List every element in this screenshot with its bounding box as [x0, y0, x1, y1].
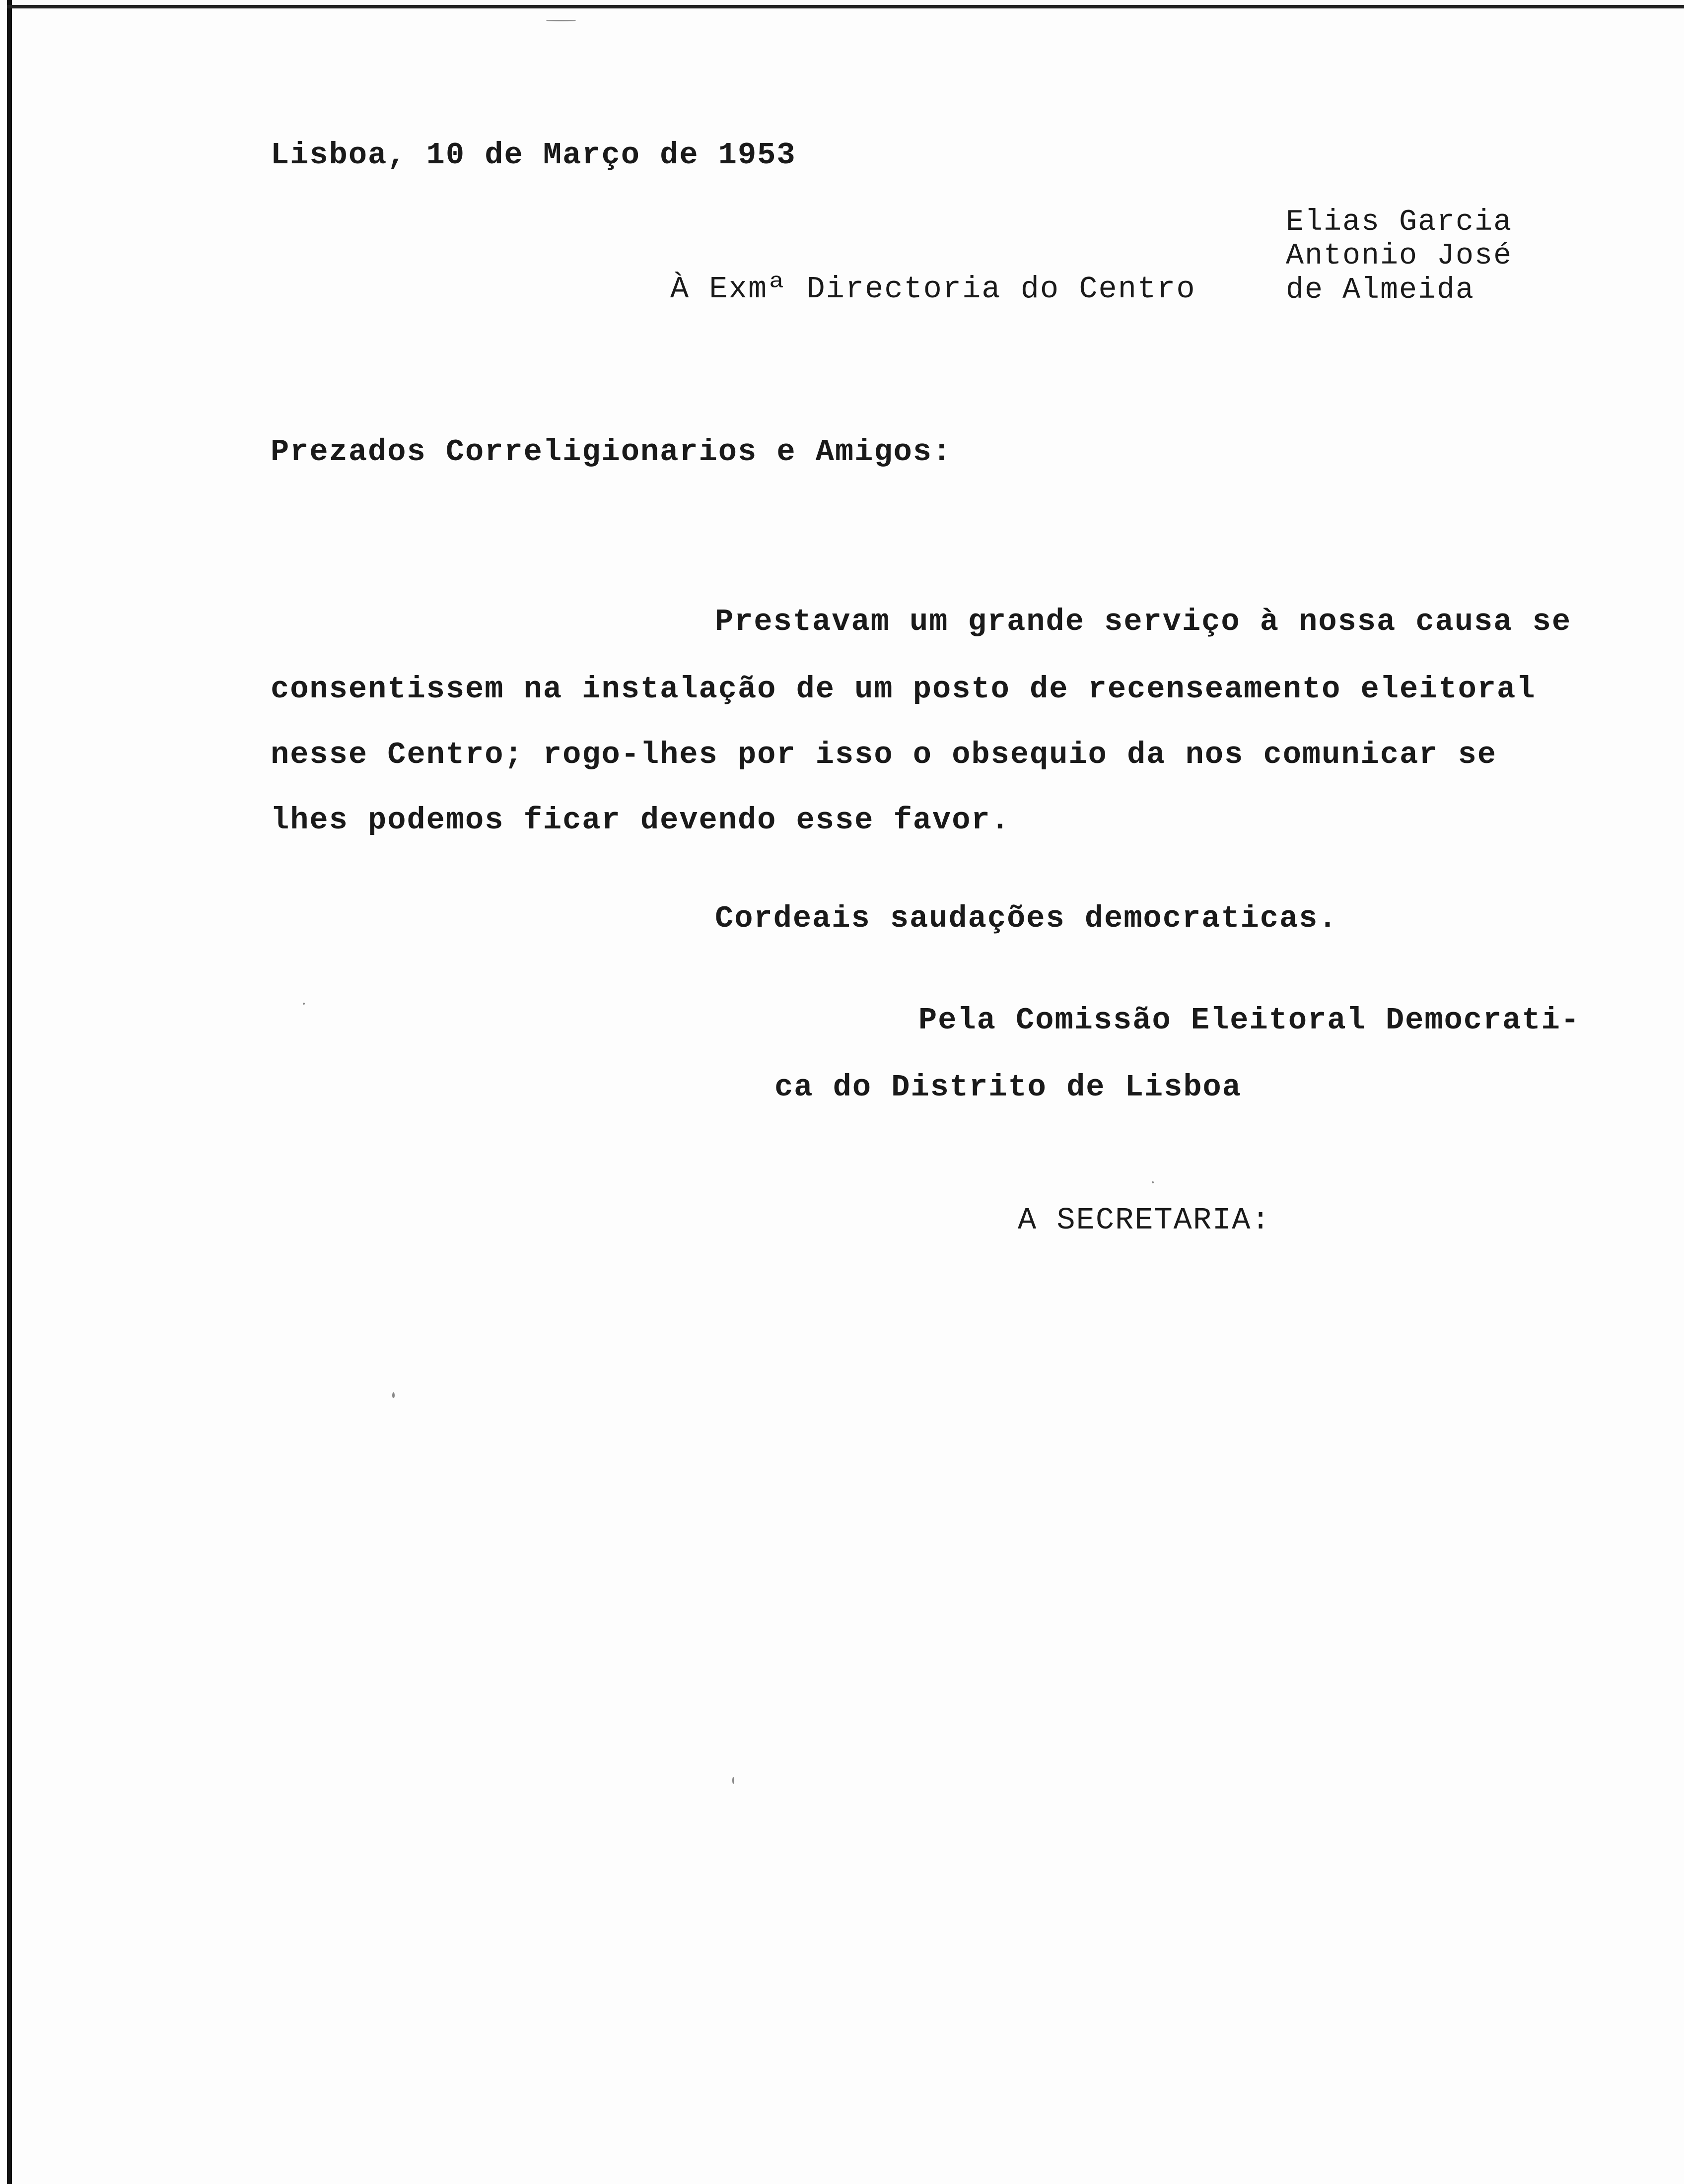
signature-line-1: Pela Comissão Eleitoral Democrati- [918, 1003, 1581, 1038]
name-line-3: de Almeida [1286, 273, 1475, 307]
scan-speck [392, 1392, 395, 1398]
closing-line: Cordeais saudações democraticas. [715, 901, 1338, 936]
signer-line: A SECRETARIA: [1018, 1203, 1271, 1238]
salutation: Prezados Correligionarios e Amigos: [271, 434, 952, 470]
page-edge-left [7, 0, 12, 2184]
body-line-1: Prestavam um grande serviço à nossa causa se [715, 604, 1572, 639]
name-line-1: Elias Garcia [1286, 205, 1513, 239]
body-line-4: lhes podemos ficar devendo esse favor. [271, 803, 1010, 838]
body-line-2: consentissem na instalação de um posto de recenseamento eleitoral [271, 672, 1536, 707]
page-edge-top [7, 5, 1684, 8]
scan-speck [303, 1003, 305, 1005]
scan-speck [1152, 1181, 1154, 1183]
signature-line-2: ca do Distrito de Lisboa [774, 1070, 1242, 1105]
name-line-2: Antonio José [1286, 239, 1513, 273]
scan-speck [732, 1777, 734, 1784]
body-line-3: nesse Centro; rogo-lhes por isso o obsequio da nos comunicar se [271, 737, 1497, 772]
date-line: Lisboa, 10 de Março de 1953 [271, 137, 796, 173]
addressee-line: À Exmª Directoria do Centro [670, 272, 1196, 307]
scan-speck [546, 20, 576, 21]
